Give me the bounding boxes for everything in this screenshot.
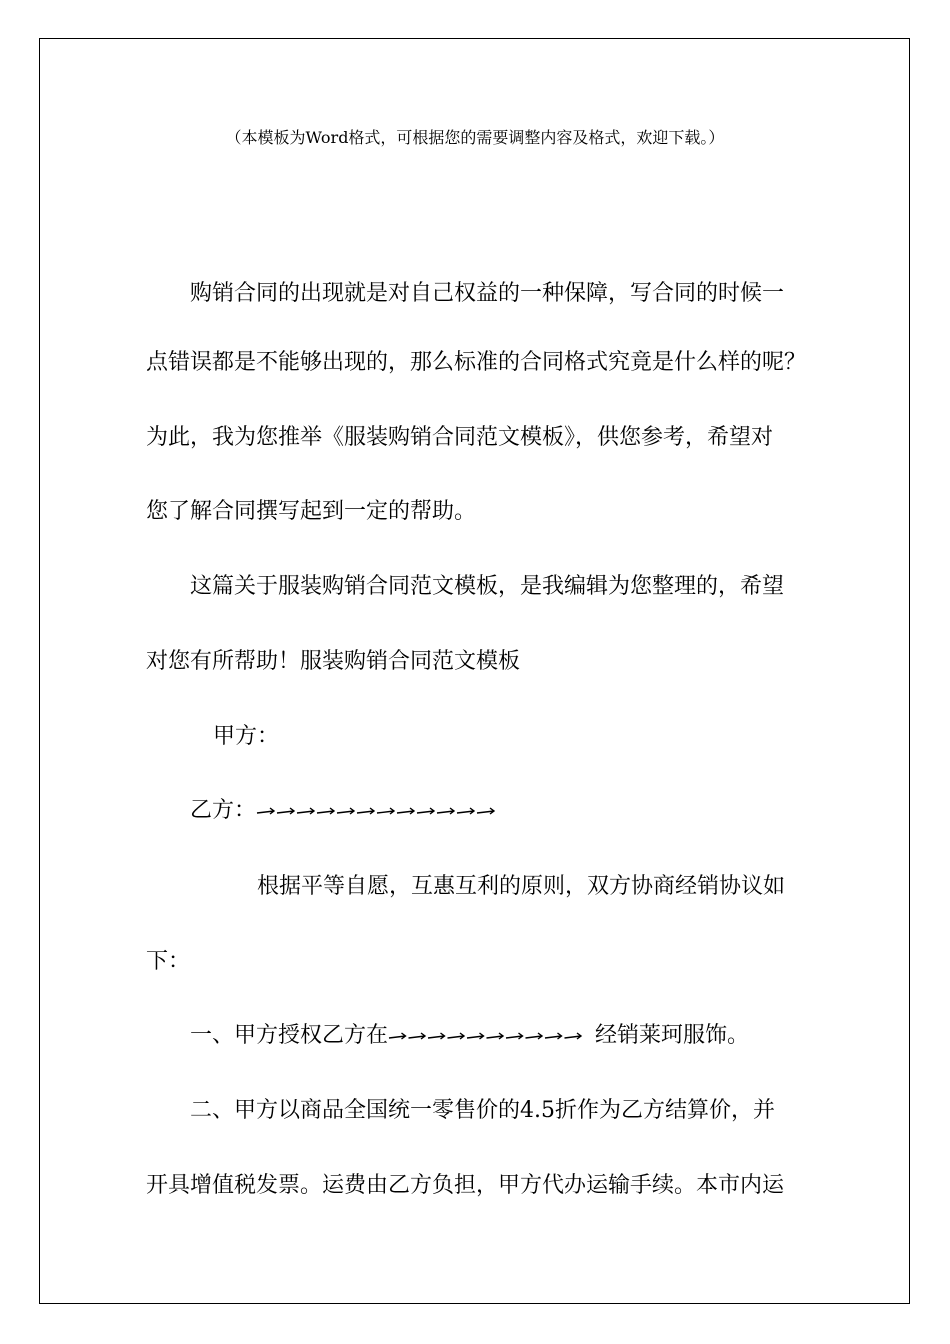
tab-arrow-icon (545, 1033, 562, 1039)
agreement-line-1: 根据平等自愿，互惠互利的原则，双方协商经销协议如 (257, 874, 786, 899)
tab-arrow-icon (397, 808, 414, 814)
intro-line-3: 为此，我为您推举《服装购销合同范文模板》，供您参考，希望对 (146, 425, 774, 450)
party-a-label: 甲方： (213, 724, 280, 749)
party-b-blank-arrows (256, 804, 502, 818)
tab-arrow-icon (277, 808, 294, 814)
intro-line-1: 购销合同的出现就是对自己权益的一种保障，写合同的时候一 (190, 281, 785, 306)
tab-arrow-icon (428, 1033, 445, 1039)
tab-arrow-icon (337, 808, 354, 814)
tab-arrow-icon (457, 808, 474, 814)
clause-1-suffix: 经销莱珂服饰。 (595, 1023, 750, 1048)
clause-1-blank-arrows (388, 1029, 588, 1043)
tab-arrow-icon (526, 1033, 543, 1039)
tab-arrow-icon (257, 808, 274, 814)
tab-arrow-icon (377, 808, 394, 814)
clause-1-prefix: 一、甲方授权乙方在 (190, 1023, 389, 1048)
intro-line-2: 点错误都是不能够出现的，那么标准的合同格式究竟是什么样的呢？ (146, 350, 807, 375)
tab-arrow-icon (477, 808, 494, 814)
preface-line-2: 对您有所帮助！服装购销合同范文模板 (146, 649, 521, 674)
clause-2-line-1: 二、甲方以商品全国统一零售价的4.5折作为乙方结算价，并 (190, 1098, 775, 1123)
tab-arrow-icon (565, 1033, 582, 1039)
clause-1-line (190, 1022, 749, 1050)
tab-arrow-icon (297, 808, 314, 814)
intro-line-4: 您了解合同撰写起到一定的帮助。 (146, 499, 477, 524)
clause-2-line-2: 开具增值税发票。运费由乙方负担，甲方代办运输手续。本市内运 (146, 1173, 785, 1198)
tab-arrow-icon (317, 808, 334, 814)
template-note: （本模板为Word格式，可根据您的需要调整内容及格式，欢迎下载。） (225, 128, 725, 147)
tab-arrow-icon (437, 808, 454, 814)
tab-arrow-icon (506, 1033, 523, 1039)
tab-arrow-icon (417, 808, 434, 814)
tab-arrow-icon (409, 1033, 426, 1039)
tab-arrow-icon (487, 1033, 504, 1039)
party-b-line (190, 797, 502, 825)
preface-line-1: 这篇关于服装购销合同范文模板，是我编辑为您整理的，希望 (190, 574, 785, 599)
party-b-label: 乙方： (190, 798, 257, 823)
tab-arrow-icon (357, 808, 374, 814)
tab-arrow-icon (389, 1033, 406, 1039)
agreement-line-2: 下： (146, 949, 191, 974)
tab-arrow-icon (448, 1033, 465, 1039)
tab-arrow-icon (467, 1033, 484, 1039)
